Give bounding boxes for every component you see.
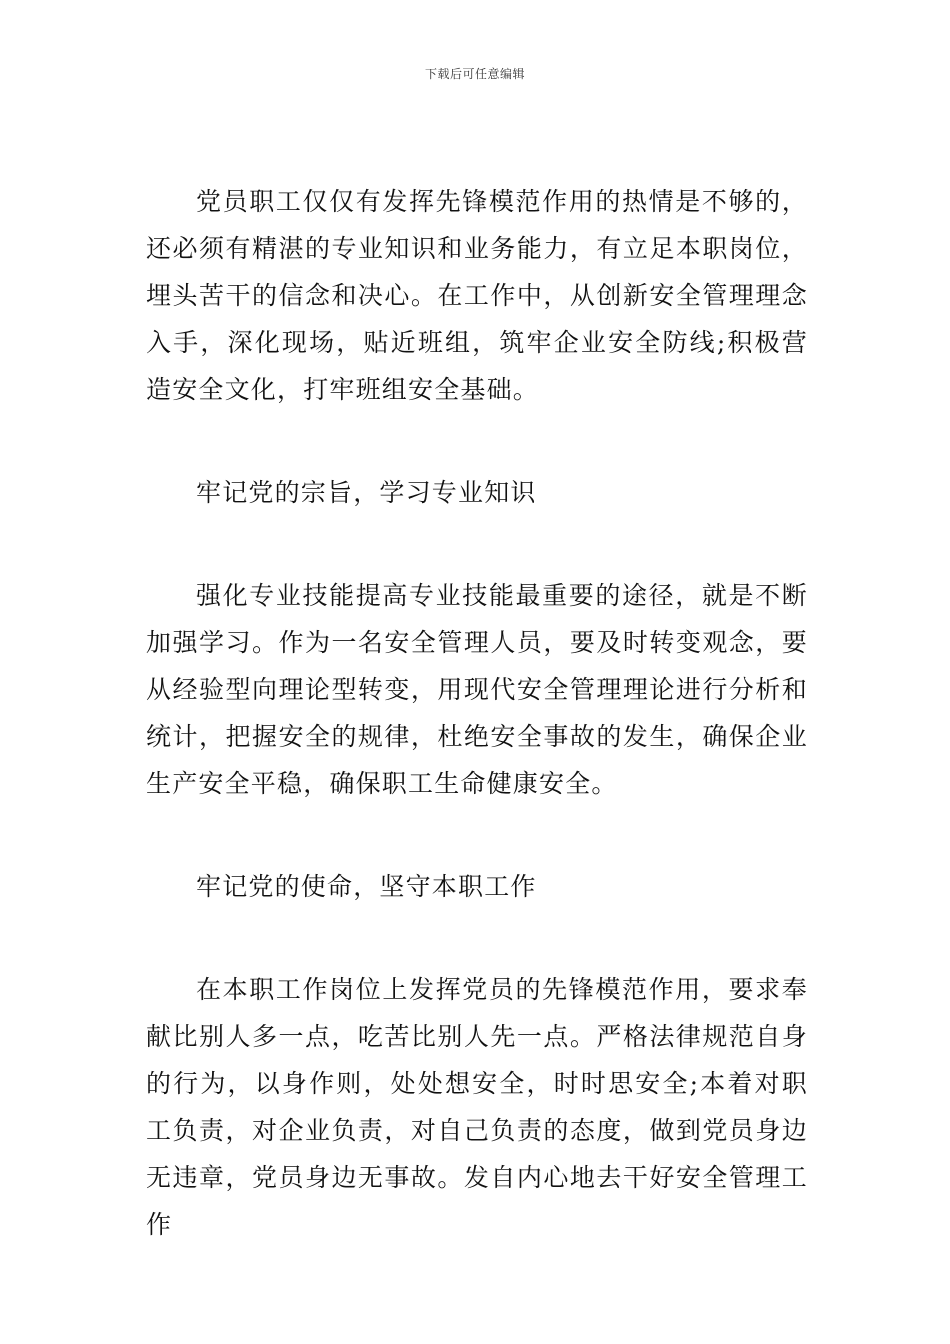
paragraph-gap <box>146 910 808 966</box>
paragraph-gap <box>146 516 808 572</box>
paragraph-gap <box>146 807 808 863</box>
paragraph-gap <box>146 413 808 469</box>
document-body <box>146 178 808 1248</box>
paragraph-3: 在本职工作岗位上发挥党员的先锋模范作用，要求奉献比别人多一点，吃苦比别人先一点。严格法律规范自身的行为，以身作则，处处想安全，时时思安全;本着对职工负责，对企业负责，对自己负责的态度，做到党员身边无违章，党员身边无事故。发自内心地去干好安全管理工作 <box>146 975 808 1239</box>
page-header: 下载后可任意编辑 <box>424 67 525 81</box>
paragraph-1: 党员职工仅仅有发挥先锋模范作用的热情是不够的，还必须有精湛的专业知识和业务能力，有立足本职岗位，埋头苦干的信念和决心。在工作中，从创新安全管理理念入手，深化现场，贴近班组，筑牢企业安全防线;积极营造安全文化，打牢班组安全基础。 <box>146 187 808 404</box>
paragraph-2: 强化专业技能提高专业技能最重要的途径，就是不断加强学习。作为一名安全管理人员，要及时转变观念，要从经验型向理论型转变，用现代安全管理理论进行分析和统计，把握安全的规律，杜绝安全事故的发生，确保企业生产安全平稳，确保职工生命健康安全。 <box>146 581 808 798</box>
section-heading-1: 牢记党的宗旨，学习专业知识 <box>196 478 537 507</box>
section-heading-2: 牢记党的使命，坚守本职工作 <box>196 872 537 901</box>
